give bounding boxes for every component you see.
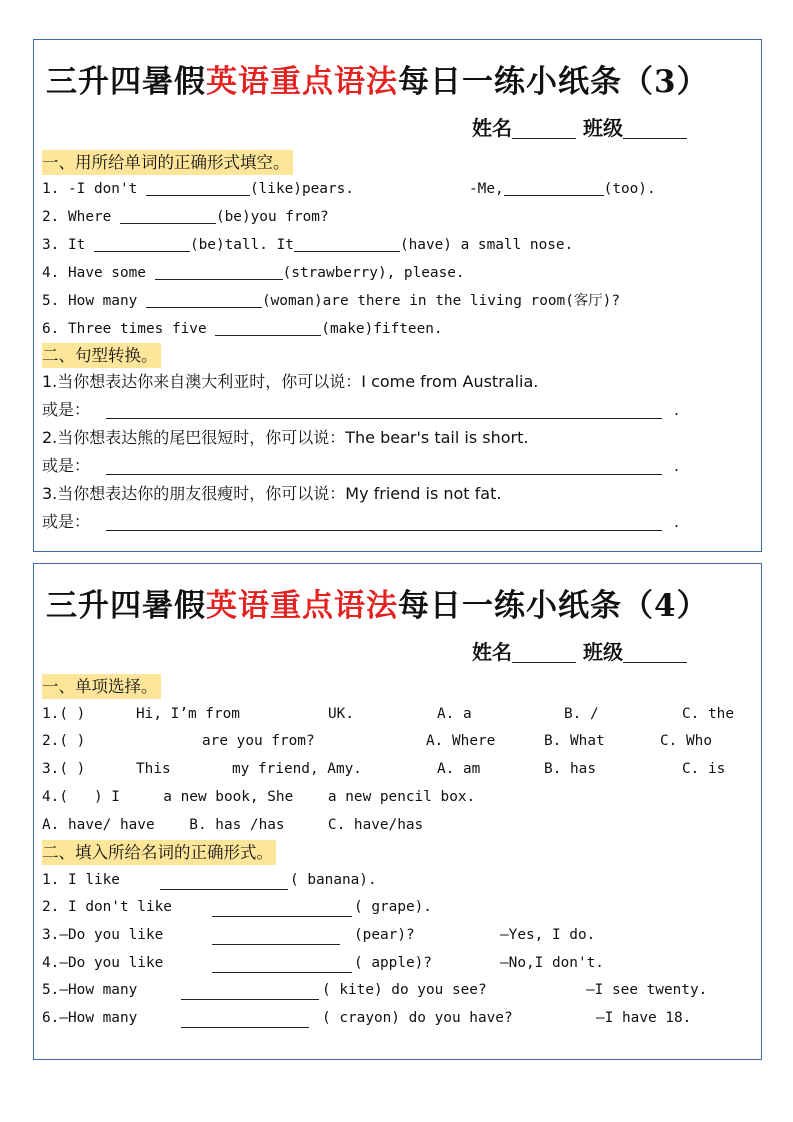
exercise-row: 3. It (be)tall. It (have) a small nose. xyxy=(42,237,574,253)
exercise-row: 3.—Do you like (pear)? —Yes, I do. xyxy=(42,927,596,943)
name-field[interactable] xyxy=(512,662,576,663)
option-a[interactable]: A. a xyxy=(437,706,472,722)
exercise-row: 6. Three times five (make)fifteen. xyxy=(42,321,443,337)
worksheet-title: 三升四暑假英语重点语法每日一练小纸条（3） xyxy=(46,64,709,100)
choice-question: 3.( ) This my friend, Amy. A. am B. has C. is xyxy=(42,757,752,781)
transform-question: 2.当你想表达熊的尾巴很短时，你可以说：The bear's tail is short. xyxy=(42,428,529,447)
answer-blank[interactable] xyxy=(294,250,400,252)
transform-question: 3.当你想表达你的朋友很瘦时，你可以说：My friend is not fat. xyxy=(42,484,502,503)
exercise-row: 6.—How many ( crayon) do you have? —I have 18. xyxy=(42,1010,692,1026)
exercise-row: 5. How many (woman)are there in the living room(客厅)? xyxy=(42,293,620,309)
option-b[interactable]: B. What xyxy=(544,733,605,749)
option-b[interactable]: B. / xyxy=(564,706,599,722)
answer-blank[interactable] xyxy=(212,915,352,917)
option-a[interactable]: A. am xyxy=(437,761,481,777)
exercise-row: 1. -I don't (like)pears. -Me, (too). xyxy=(42,181,656,197)
worksheet-card-4 xyxy=(33,563,762,1060)
answer-blank[interactable] xyxy=(146,306,262,308)
section-heading-nouns: 二、填入所给名词的正确形式。 xyxy=(42,840,276,865)
worksheet-card-3 xyxy=(33,39,762,552)
exercise-row: 2. Where (be)you from? xyxy=(42,209,329,225)
answer-blank[interactable] xyxy=(120,222,216,224)
exercise-row: 4.—Do you like ( apple)? —No,I don't. xyxy=(42,955,604,971)
option-c[interactable]: C. the xyxy=(682,706,734,722)
option-c[interactable]: C. Who xyxy=(660,733,712,749)
class-label: 班级 xyxy=(582,640,623,664)
exercise-row: 1. I like ( banana). xyxy=(42,872,377,888)
transform-question: 1.当你想表达你来自澳大利亚时，你可以说：I come from Australia. xyxy=(42,372,539,391)
answer-blank[interactable] xyxy=(212,971,352,973)
name-class-row xyxy=(472,636,687,665)
choice-question: 2.( ) are you from? A. Where B. What C. Who xyxy=(42,729,752,753)
name-label: 姓名 xyxy=(472,116,512,140)
class-field[interactable] xyxy=(623,138,687,139)
answer-blank[interactable] xyxy=(212,943,340,945)
answer-line[interactable] xyxy=(106,418,662,419)
class-field[interactable] xyxy=(623,662,687,663)
section-heading-choice: 一、单项选择。 xyxy=(42,674,161,699)
transform-answer-row: 或是： . xyxy=(42,400,680,419)
answer-blank[interactable] xyxy=(160,888,288,890)
exercise-row: 5.—How many ( kite) do you see? —I see twenty. xyxy=(42,982,708,998)
answer-blank[interactable] xyxy=(146,194,250,196)
exercise-row: 4. Have some (strawberry), please. xyxy=(42,265,465,281)
answer-blank[interactable] xyxy=(215,334,321,336)
section-heading-fill-in: 一、用所给单词的正确形式填空。 xyxy=(42,150,293,175)
name-field[interactable] xyxy=(512,138,576,139)
answer-blank[interactable] xyxy=(504,194,604,196)
choice-question: 1.( ) Hi, I’m from UK. A. a B. / C. the xyxy=(42,702,752,726)
worksheet-title: 三升四暑假英语重点语法每日一练小纸条（4） xyxy=(46,588,709,624)
class-label: 班级 xyxy=(582,116,623,140)
answer-blank[interactable] xyxy=(181,1026,309,1028)
transform-answer-row: 或是： . xyxy=(42,512,680,531)
answer-line[interactable] xyxy=(106,474,662,475)
choice-options[interactable]: A. have/ have B. has /has C. have/has xyxy=(42,817,424,833)
option-c[interactable]: C. is xyxy=(682,761,726,777)
option-a[interactable]: A. Where xyxy=(426,733,496,749)
choice-question: 4.( ) I a new book, She a new pencil box. xyxy=(42,789,476,805)
answer-blank[interactable] xyxy=(94,250,190,252)
exercise-row: 2. I don't like ( grape). xyxy=(42,899,432,915)
answer-blank[interactable] xyxy=(155,278,283,280)
name-class-row xyxy=(472,112,687,141)
transform-answer-row: 或是： . xyxy=(42,456,680,475)
answer-blank[interactable] xyxy=(181,998,319,1000)
section-heading-transform: 二、句型转换。 xyxy=(42,343,161,368)
answer-line[interactable] xyxy=(106,530,662,531)
name-label: 姓名 xyxy=(472,640,512,664)
option-b[interactable]: B. has xyxy=(544,761,596,777)
